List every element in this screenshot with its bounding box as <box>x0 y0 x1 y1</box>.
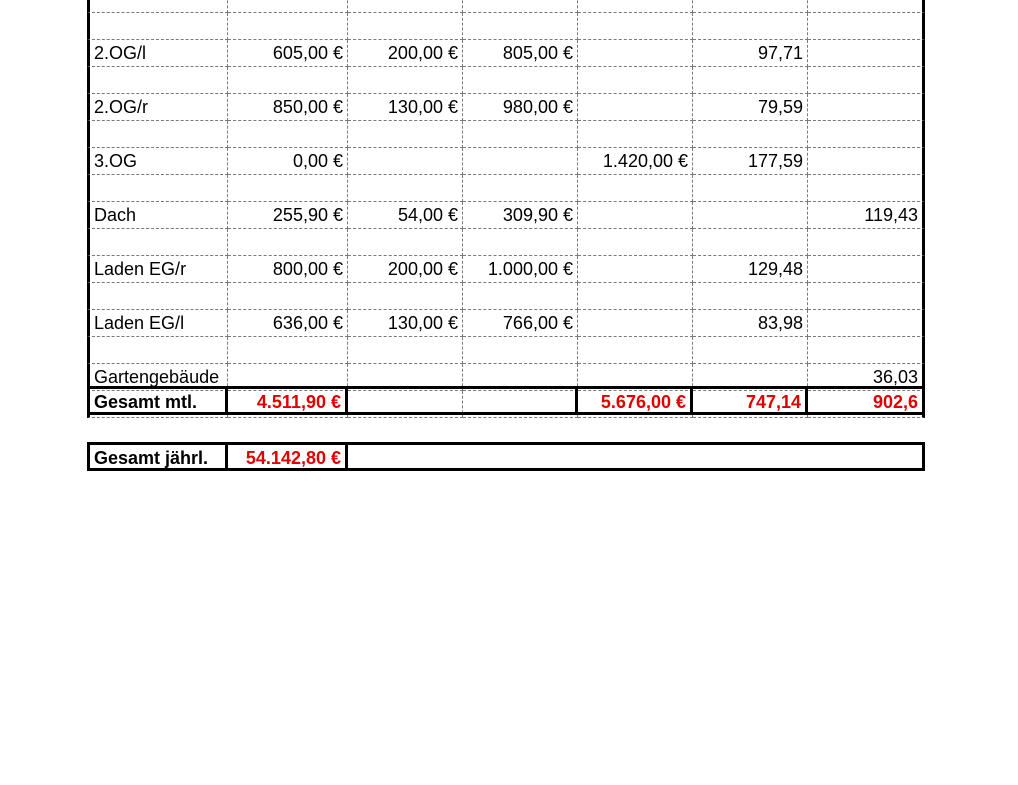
empty-cell <box>348 175 463 202</box>
empty-cell <box>87 283 228 310</box>
empty-cell <box>87 13 228 40</box>
spacer-row <box>87 67 925 94</box>
empty-cell <box>228 175 348 202</box>
value-cell: 119,43 <box>808 202 925 229</box>
empty-cell <box>348 283 463 310</box>
value-cell: 636,00 € <box>228 310 348 337</box>
total-yearly-empty <box>348 442 925 471</box>
row-label-cell <box>87 0 228 13</box>
value-cell: 766,00 € <box>463 310 578 337</box>
row-label-cell: Gartengebäude <box>87 364 228 391</box>
empty-cell <box>87 229 228 256</box>
empty-cell <box>87 337 228 364</box>
value-cell <box>578 310 693 337</box>
table-row <box>87 94 925 121</box>
empty-cell <box>693 67 808 94</box>
table-row <box>87 202 925 229</box>
value-cell <box>693 202 808 229</box>
empty-cell <box>348 337 463 364</box>
value-cell: 1.000,00 € <box>463 256 578 283</box>
value-cell <box>808 310 925 337</box>
value-cell <box>808 40 925 67</box>
empty-cell <box>348 67 463 94</box>
value-cell <box>578 256 693 283</box>
empty-cell <box>808 283 925 310</box>
empty-cell <box>693 229 808 256</box>
value-cell <box>463 148 578 175</box>
row-label-cell: 2.OG/r <box>87 94 228 121</box>
empty-cell <box>463 121 578 148</box>
empty-cell <box>578 229 693 256</box>
table-row <box>87 0 925 13</box>
empty-cell <box>463 175 578 202</box>
row-label-cell: 3.OG <box>87 148 228 175</box>
value-cell <box>348 0 463 13</box>
empty-cell <box>463 67 578 94</box>
value-cell: 83,98 <box>693 310 808 337</box>
empty-cell <box>463 337 578 364</box>
table-row <box>87 40 925 67</box>
empty-cell <box>228 337 348 364</box>
value-cell <box>578 94 693 121</box>
value-cell: 177,59 <box>693 148 808 175</box>
empty-cell <box>87 67 228 94</box>
total-monthly-rent: 4.511,90 € <box>228 386 348 415</box>
value-cell: 0,00 € <box>228 148 348 175</box>
value-cell <box>463 0 578 13</box>
value-cell: 130,00 € <box>348 94 463 121</box>
spacer-row <box>87 121 925 148</box>
empty-cell <box>808 121 925 148</box>
row-label-cell: Laden EG/r <box>87 256 228 283</box>
table-row <box>87 310 925 337</box>
value-cell: 805,00 € <box>463 40 578 67</box>
value-cell <box>808 256 925 283</box>
total-monthly-row <box>87 386 925 415</box>
empty-cell <box>693 175 808 202</box>
total-yearly-rent: 54.142,80 € <box>228 442 348 471</box>
value-cell <box>578 0 693 13</box>
total-monthly-label: Gesamt mtl. <box>87 386 228 415</box>
empty-cell <box>348 13 463 40</box>
value-cell <box>578 202 693 229</box>
empty-cell <box>228 121 348 148</box>
value-cell: 129,48 <box>693 256 808 283</box>
empty-cell <box>578 283 693 310</box>
value-cell <box>808 0 925 13</box>
row-label-cell: 2.OG/l <box>87 40 228 67</box>
empty-cell <box>693 283 808 310</box>
empty-cell <box>87 175 228 202</box>
value-cell: 980,00 € <box>463 94 578 121</box>
value-cell <box>808 148 925 175</box>
value-cell: 54,00 € <box>348 202 463 229</box>
value-cell: 309,90 € <box>463 202 578 229</box>
table-row <box>87 256 925 283</box>
empty-cell <box>463 13 578 40</box>
value-cell: 255,90 € <box>228 202 348 229</box>
empty-cell <box>463 229 578 256</box>
empty-cell <box>578 13 693 40</box>
empty-cell <box>578 337 693 364</box>
empty-cell <box>808 175 925 202</box>
empty-cell <box>348 121 463 148</box>
value-cell: 850,00 € <box>228 94 348 121</box>
value-cell <box>348 148 463 175</box>
value-cell: 36,03 <box>808 364 925 391</box>
row-label-cell: Laden EG/l <box>87 310 228 337</box>
total-monthly-empty <box>348 386 578 415</box>
spacer-row <box>87 337 925 364</box>
empty-cell <box>228 13 348 40</box>
empty-cell <box>87 121 228 148</box>
empty-cell <box>463 283 578 310</box>
total-monthly-col6: 902,6 <box>808 386 925 415</box>
row-label-cell: Dach <box>87 202 228 229</box>
empty-cell <box>228 283 348 310</box>
total-monthly-col5: 747,14 <box>693 386 808 415</box>
value-cell <box>808 94 925 121</box>
total-monthly-col4: 5.676,00 € <box>578 386 693 415</box>
empty-cell <box>578 121 693 148</box>
empty-cell <box>808 337 925 364</box>
value-cell: 130,00 € <box>348 310 463 337</box>
empty-cell <box>228 67 348 94</box>
empty-cell <box>693 13 808 40</box>
value-cell: 1.420,00 € <box>578 148 693 175</box>
empty-cell <box>808 67 925 94</box>
empty-cell <box>808 13 925 40</box>
empty-cell <box>693 337 808 364</box>
spacer-row <box>87 283 925 310</box>
empty-cell <box>808 229 925 256</box>
empty-cell <box>578 175 693 202</box>
value-cell <box>228 0 348 13</box>
value-cell: 200,00 € <box>348 256 463 283</box>
empty-cell <box>228 229 348 256</box>
value-cell <box>578 40 693 67</box>
empty-cell <box>348 229 463 256</box>
value-cell: 200,00 € <box>348 40 463 67</box>
value-cell: 97,71 <box>693 40 808 67</box>
value-cell: 800,00 € <box>228 256 348 283</box>
table-row <box>87 148 925 175</box>
value-cell: 605,00 € <box>228 40 348 67</box>
spacer-row <box>87 229 925 256</box>
value-cell: 79,59 <box>693 94 808 121</box>
value-cell <box>693 0 808 13</box>
spacer-row <box>87 175 925 202</box>
total-yearly-row <box>87 442 925 471</box>
spacer-row <box>87 13 925 40</box>
empty-cell <box>578 67 693 94</box>
total-yearly-label: Gesamt jährl. <box>87 442 228 471</box>
empty-cell <box>693 121 808 148</box>
